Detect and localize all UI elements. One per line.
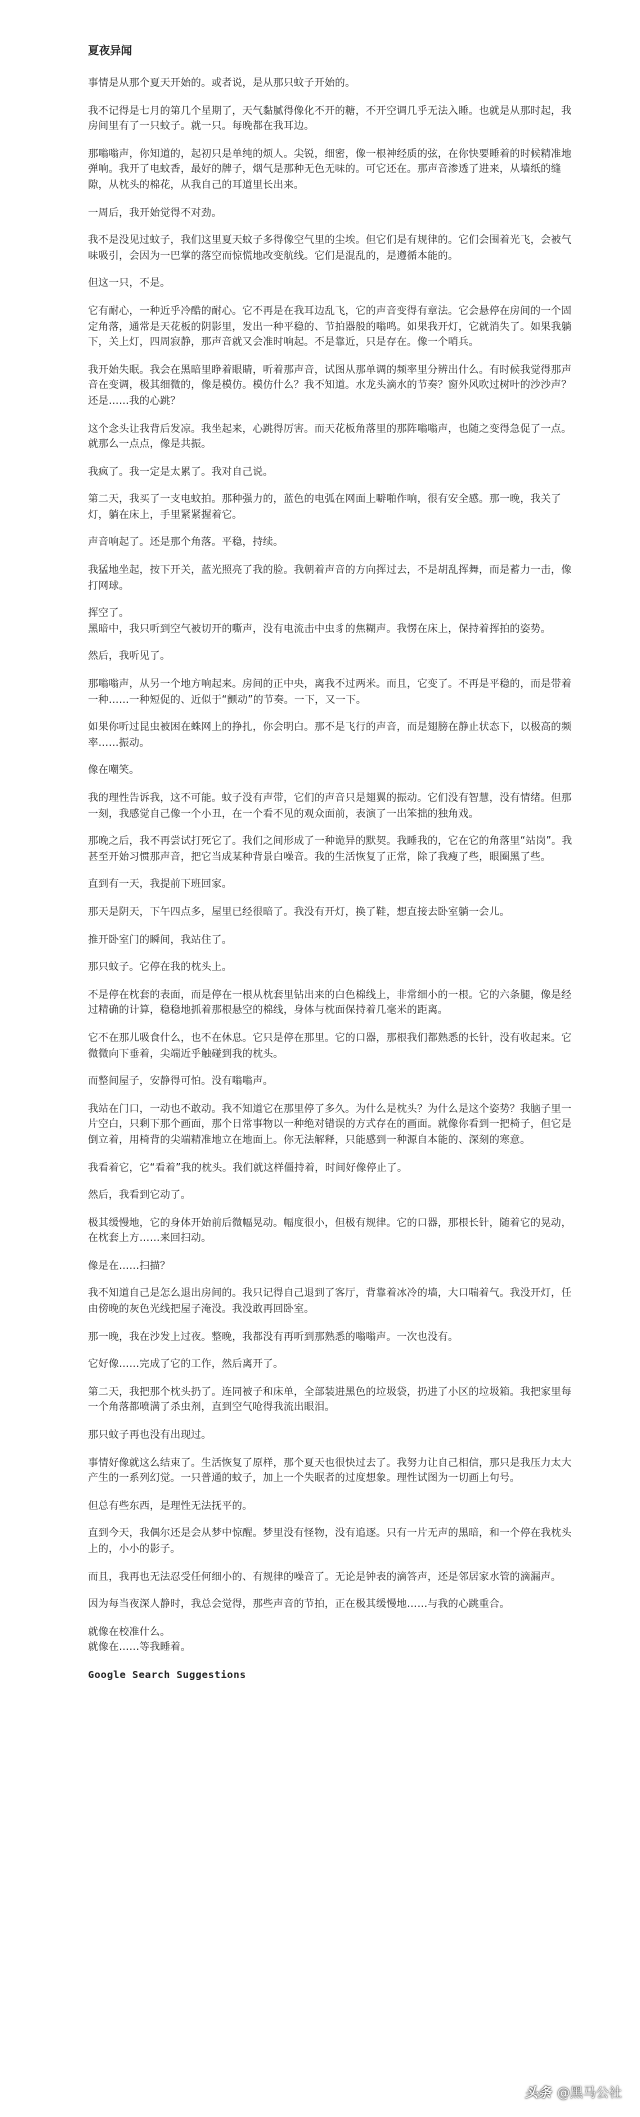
article-paragraph: 那晚之后，我不再尝试打死它了。我们之间形成了一种诡异的默契。我睡我的，它在它的角落里“站岗”。我甚至开始习惯那声音，把它当成某种背景白噪音。我的生活恢复了正常，除了我瘦了些，眼圈黑了些。 [88, 836, 572, 863]
article-paragraph: 事情好像就这么结束了。生活恢复了原样，那个夏天也很快过去了。我努力让自己相信，那只是我压力太大产生的一系列幻觉。一只普通的蚊子，加上一个失眠者的过度想象。理性试图为一切画上句号。 [88, 1457, 572, 1485]
article-paragraph: 然后，我听见了。 [88, 651, 171, 663]
article-paragraph: 它不在那儿吸食什么，也不在休息。它只是停在那里。它的口器，那根我们都熟悉的长针，没有收起来。它微微向下垂着，尖端近乎触碰到我的枕头。 [88, 1032, 572, 1060]
article-paragraph: 我不是没见过蚊子，我们这里夏天蚊子多得像空气里的尘埃。但它们是有规律的。它们会围着光飞，会被气味吸引，会因为一巴掌的落空而惊慌地改变航线。它们是混乱的，是遵循本能的。 [88, 235, 572, 262]
article-paragraph: 因为每当夜深人静时，我总会觉得，那些声音的节拍，正在极其缓慢地……与我的心跳重合。 [88, 1599, 510, 1611]
article-paragraph: 推开卧室门的瞬间，我站住了。 [88, 934, 233, 946]
article-paragraph: 直到有一天，我提前下班回家。 [88, 879, 233, 891]
article-paragraph: 那天是阴天，下午四点多，屋里已经很暗了。我没有开灯，换了鞋，想直接去卧室躺一会儿。 [88, 906, 510, 918]
watermark-brand: 头条 [524, 2086, 551, 2101]
watermark [525, 2082, 622, 2101]
watermark-handle: @黑马公社 [556, 2086, 622, 2101]
article-paragraph: 黑暗中，我只听到空气被切开的嘶声，没有电流击中虫豸的焦糊声。我愣在床上，保持着挥拍的姿势。 [88, 623, 551, 635]
article-paragraph: 我不记得是七月的第几个星期了，天气黏腻得像化不开的糖，不开空调几乎无法入睡。也就是从那时起，我房间里有了一只蚊子。就一只。每晚都在我耳边。 [88, 105, 572, 133]
article-paragraph: 那只蚊子。它停在我的枕头上。 [88, 962, 233, 974]
article-paragraph: 我猛地坐起，按下开关，蓝光照亮了我的脸。我朝着声音的方向挥过去，不是胡乱挥舞，而是蓄力一击，像打网球。 [88, 565, 572, 592]
article-paragraph: 像是在……扫描？ [88, 1260, 171, 1272]
article-closing-line: 就像在校准什么。 [88, 1626, 171, 1638]
article-closing [88, 1625, 574, 1656]
article-paragraph: 而且，我再也无法忍受任何细小的、有规律的噪音了。无论是钟表的滴答声，还是邻居家水管的滴漏声。 [88, 1571, 562, 1583]
article-paragraph: 它好像……完成了它的工作，然后离开了。 [88, 1359, 284, 1371]
article-paragraph: 我的理性告诉我，这不可能。蚊子没有声带，它们的声音只是翅翼的振动。它们没有智慧，没有情绪。但那一刻，我感觉自己像一个小丑，在一个看不见的观众面前，表演了一出笨拙的独角戏。 [88, 793, 572, 820]
article-paragraph: 一周后，我开始觉得不对劲。 [88, 207, 222, 219]
article-paragraph: 那只蚊子再也没有出现过。 [88, 1430, 212, 1442]
article-paragraph: 然后，我看到它动了。 [88, 1190, 191, 1202]
article-paragraph: 挥空了。 [88, 608, 130, 620]
article-body [88, 76, 574, 1613]
article-paragraph: 我看着它，它“看着”我的枕头。我们就这样僵持着，时间好像停止了。 [88, 1162, 408, 1174]
article-paragraph: 那嗡嗡声，从另一个地方响起来。房间的正中央，离我不过两米。而且，它变了。不再是平稳的，而是带着一种……一种短促的、近似于“颤动”的节奏。一下，又一下。 [88, 679, 572, 706]
article-paragraph: 事情是从那个夏天开始的。或者说，是从那只蚊子开始的。 [88, 78, 356, 89]
article-paragraph: 我开始失眠。我会在黑暗里睁着眼睛，听着那声音，试图从那单调的频率里分辨出什么。有时候我觉得那声音在变调，极其细微的，像是模仿。模仿什么？我不知道。水龙头滴水的节奏？窗外风吹过树叶的沙沙声？还是……我的心跳？ [88, 364, 572, 407]
google-search-suggestions-label[interactable]: Google Search Suggestions [88, 1669, 247, 1681]
article-paragraph: 我疯了。我一定是太累了。我对自己说。 [88, 466, 274, 478]
article-paragraph: 第二天，我买了一支电蚊拍。那种强力的，蓝色的电弧在网面上噼啪作响，很有安全感。那一晚，我关了灯，躺在床上，手里紧紧握着它。 [88, 494, 562, 521]
article-paragraph: 那一晚，我在沙发上过夜。整晚，我都没有再听到那熟悉的嗡嗡声。一次也没有。 [88, 1331, 459, 1343]
article-paragraph: 第二天，我把那个枕头扔了。连同被子和床单，全部装进黑色的垃圾袋，扔进了小区的垃圾箱。我把家里每一个角落都喷满了杀虫剂，直到空气呛得我流出眼泪。 [88, 1386, 572, 1414]
article-paragraph: 如果你听过昆虫被困在蛛网上的挣扎，你会明白。那不是飞行的声音，而是翅膀在静止状态下，以极高的频率……振动。 [88, 722, 572, 749]
article-paragraph: 那嗡嗡声，你知道的，起初只是单纯的烦人。尖锐，细密，像一根神经质的弦，在你快要睡着的时候精准地弹响。我开了电蚊香，最好的牌子，烟气是那种无色无味的。可它还在。那声音渗透了进来，从墙纸的缝隙，从枕头的棉花，从我自己的耳道里长出来。 [88, 148, 572, 191]
article-paragraph: 极其缓慢地，它的身体开始前后微幅晃动。幅度很小，但极有规律。它的口器，那根长针，随着它的晃动，在枕套上方……来回扫动。 [88, 1217, 572, 1245]
article-paragraph: 声音响起了。还是那个角落。平稳，持续。 [88, 537, 284, 549]
article-paragraph: 像在嘲笑。 [88, 765, 140, 777]
article-paragraph: 而整间屋子，安静得可怕。没有嗡嗡声。 [88, 1076, 274, 1088]
article-paragraph: 我不知道自己是怎么退出房间的。我只记得自己退到了客厅，背靠着冰冷的墙，大口喘着气。我没开灯，任由傍晚的灰色光线把屋子淹没。我没敢再回卧室。 [88, 1288, 572, 1316]
article-title: 夏夜异闻 [88, 44, 132, 57]
article-paragraph: 直到今天，我偶尔还是会从梦中惊醒。梦里没有怪物，没有追逐。只有一片无声的黑暗，和一个停在我枕头上的，小小的影子。 [88, 1528, 572, 1555]
article-paragraph: 但总有些东西，是理性无法抚平的。 [88, 1500, 253, 1512]
article-closing-line: 就像在……等我睡着。 [88, 1642, 191, 1654]
article-paragraph: 不是停在枕套的表面，而是停在一根从枕套里钻出来的白色棉线上，非常细小的一根。它的六条腿，像是经过精确的计算，稳稳地抓着那根悬空的棉线，身体与枕面保持着几毫米的距离。 [88, 989, 572, 1017]
article-paragraph: 它有耐心，一种近乎冷酷的耐心。它不再是在我耳边乱飞，它的声音变得有章法。它会悬停在房间的一个固定角落，通常是天花板的阴影里，发出一种平稳的、节拍器般的嗡鸣。如果我开灯，它就消失了。如果我躺下，关上灯，四周寂静，那声音就又会准时响起。不是靠近，只是存在。像一个哨兵。 [88, 305, 572, 349]
article-paragraph: 这个念头让我背后发凉。我坐起来，心跳得厉害。而天花板角落里的那阵嗡嗡声，也随之变得急促了一点。就那么一点点，像是共振。 [88, 423, 572, 451]
article-paragraph: 我站在门口，一动也不敢动。我不知道它在那里停了多久。为什么是枕头？为什么是这个姿势？我脑子里一片空白，只剩下那个画面，那个日常事物以一种绝对错误的方式存在的画面。就像你看到一把椅子，但它是倒立着，用椅背的尖端精准地立在地面上。你无法解释，只能感到一种源自本能的、深刻的寒意。 [88, 1103, 572, 1146]
article-paragraph: 但这一只，不是。 [88, 278, 171, 290]
